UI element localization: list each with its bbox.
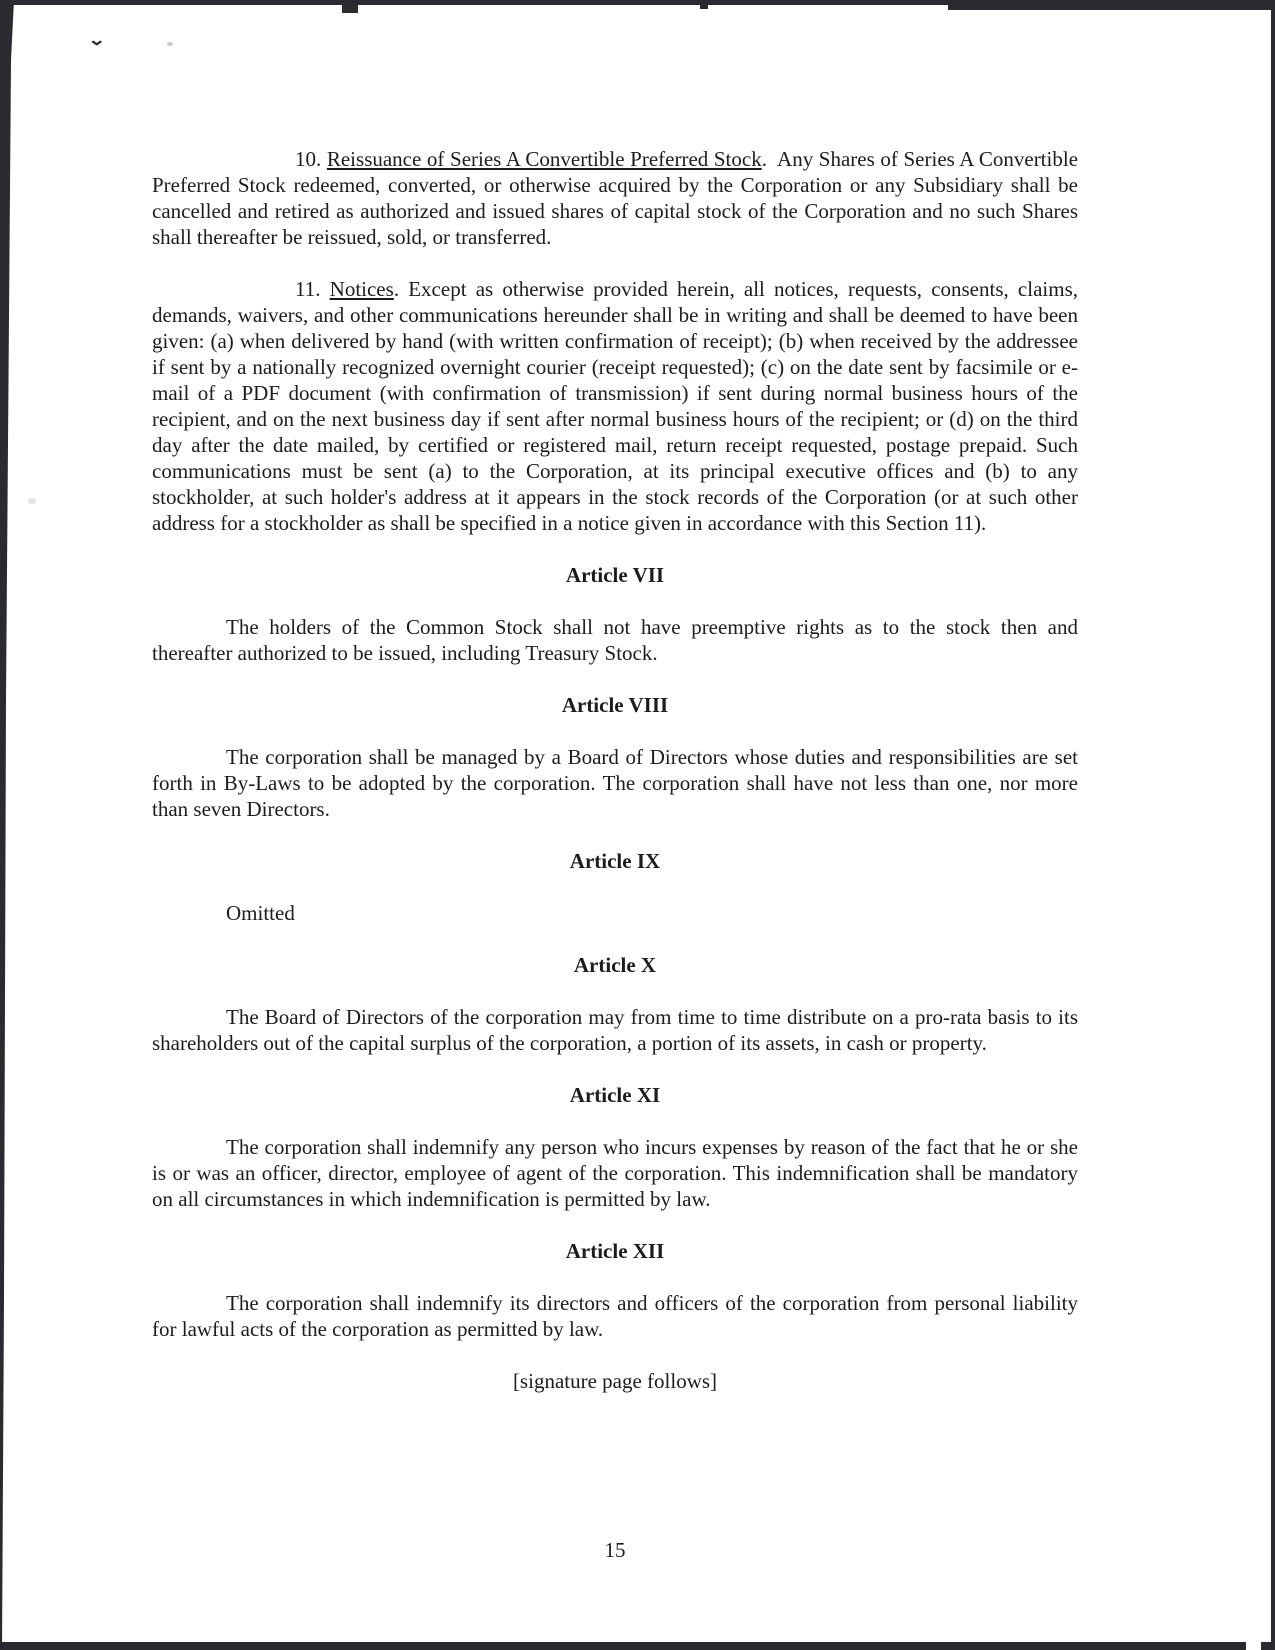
- section-10-separator: .: [761, 147, 767, 171]
- scan-speck-artifact: [167, 42, 173, 46]
- scan-smudge-artifact: [28, 498, 36, 504]
- section-10-text: Any Shares of Series A Convertible Preferred Stock redeemed, converted, or otherwise acquired by the Corporation or any Subsidiary shall be cancelled and retired as authorized and issued shares of capital stock of the Corporation and no such Shares shall thereafter be reissued, sold, or transferred.: [152, 147, 1079, 249]
- article-viii-heading: Article VIII: [561, 693, 669, 717]
- section-11-paragraph: [152, 276, 1078, 536]
- article-ix-body: Omitted: [226, 901, 295, 925]
- handwritten-check-mark-artifact: ⌄: [87, 32, 107, 49]
- section-11-separator: .: [393, 277, 400, 301]
- article-xii-body: The corporation shall indemnify its directors and officers of the corporation from personal liability for lawful acts of the corporation as permitted by law.: [152, 1291, 1078, 1341]
- article-vii-body: The holders of the Common Stock shall not have preemptive rights as to the stock then and thereafter authorized to be issued, including Treasury Stock.: [152, 615, 1078, 665]
- article-xii-heading: Article XII: [565, 1239, 665, 1263]
- section-11-heading: Notices: [329, 277, 394, 301]
- document-body: [152, 146, 1078, 1394]
- section-10-heading: Reissuance of Series A Convertible Preferred Stock: [326, 147, 762, 171]
- signature-page-note: [signature page follows]: [512, 1369, 718, 1393]
- article-xi-body: The corporation shall indemnify any person who incurs expenses by reason of the fact that he or she is or was an officer, director, employee of agent of the corporation. This indemnification shall be mandatory on all circumstances in which indemnification is permitted by law.: [152, 1135, 1078, 1211]
- scan-edge-top-notch-2: [700, 0, 708, 9]
- section-11-number: 11.: [295, 277, 321, 301]
- scan-edge-bottom-right: [1261, 1642, 1275, 1650]
- article-xi-heading: Article XI: [569, 1083, 661, 1107]
- article-viii-body: The corporation shall be managed by a Board of Directors whose duties and responsibilities are set forth in By-Laws to be adopted by the corporation. The corporation shall have not less than one, nor more than seven Directors.: [152, 745, 1078, 821]
- page-number: 15: [604, 1538, 626, 1562]
- section-11-text: Except as otherwise provided herein, all notices, requests, consents, claims, demands, waivers, and other communications hereunder shall be in writing and shall be deemed to have been given: (a) when delivered by hand (with written confirmation of receipt); (b) when received by the addressee if sent by a nationally recognized overnight courier (receipt requested); (c) on the date sent by facsimile or e-mail of a PDF document (with confirmation of transmission) if sent during normal business hours of the recipient, and on the next business day if sent after normal business hours of the recipient; or (d) on the third day after the date mailed, by certified or registered mail, return receipt requested, postage prepaid. Such communications must be sent (a) to the Corporation, at its principal executive offices and (b) to any stockholder, at such holder's address at it appears in the stock records of the Corporation (or at such other address for a stockholder as shall be specified in a notice given in accordance with this Section 11).: [152, 277, 1078, 535]
- article-vii-heading: Article VII: [565, 563, 665, 587]
- section-10-paragraph: [152, 146, 1078, 250]
- article-x-heading: Article X: [573, 953, 657, 977]
- scan-edge-top-notch: [342, 0, 358, 13]
- scan-edge-bottom: [0, 1642, 1246, 1650]
- article-ix-heading: Article IX: [569, 849, 661, 873]
- scan-edge-left: [0, 0, 14, 1650]
- scan-edge-top-right: [948, 0, 1275, 10]
- section-10-number: 10.: [295, 147, 322, 171]
- spacing: [767, 147, 777, 171]
- scan-edge-right: [1271, 0, 1275, 1650]
- article-x-body: The Board of Directors of the corporation may from time to time distribute on a pro-rata basis to its shareholders out of the capital surplus of the corporation, a portion of its assets, in cash or property.: [152, 1005, 1078, 1055]
- spacing: [399, 277, 408, 301]
